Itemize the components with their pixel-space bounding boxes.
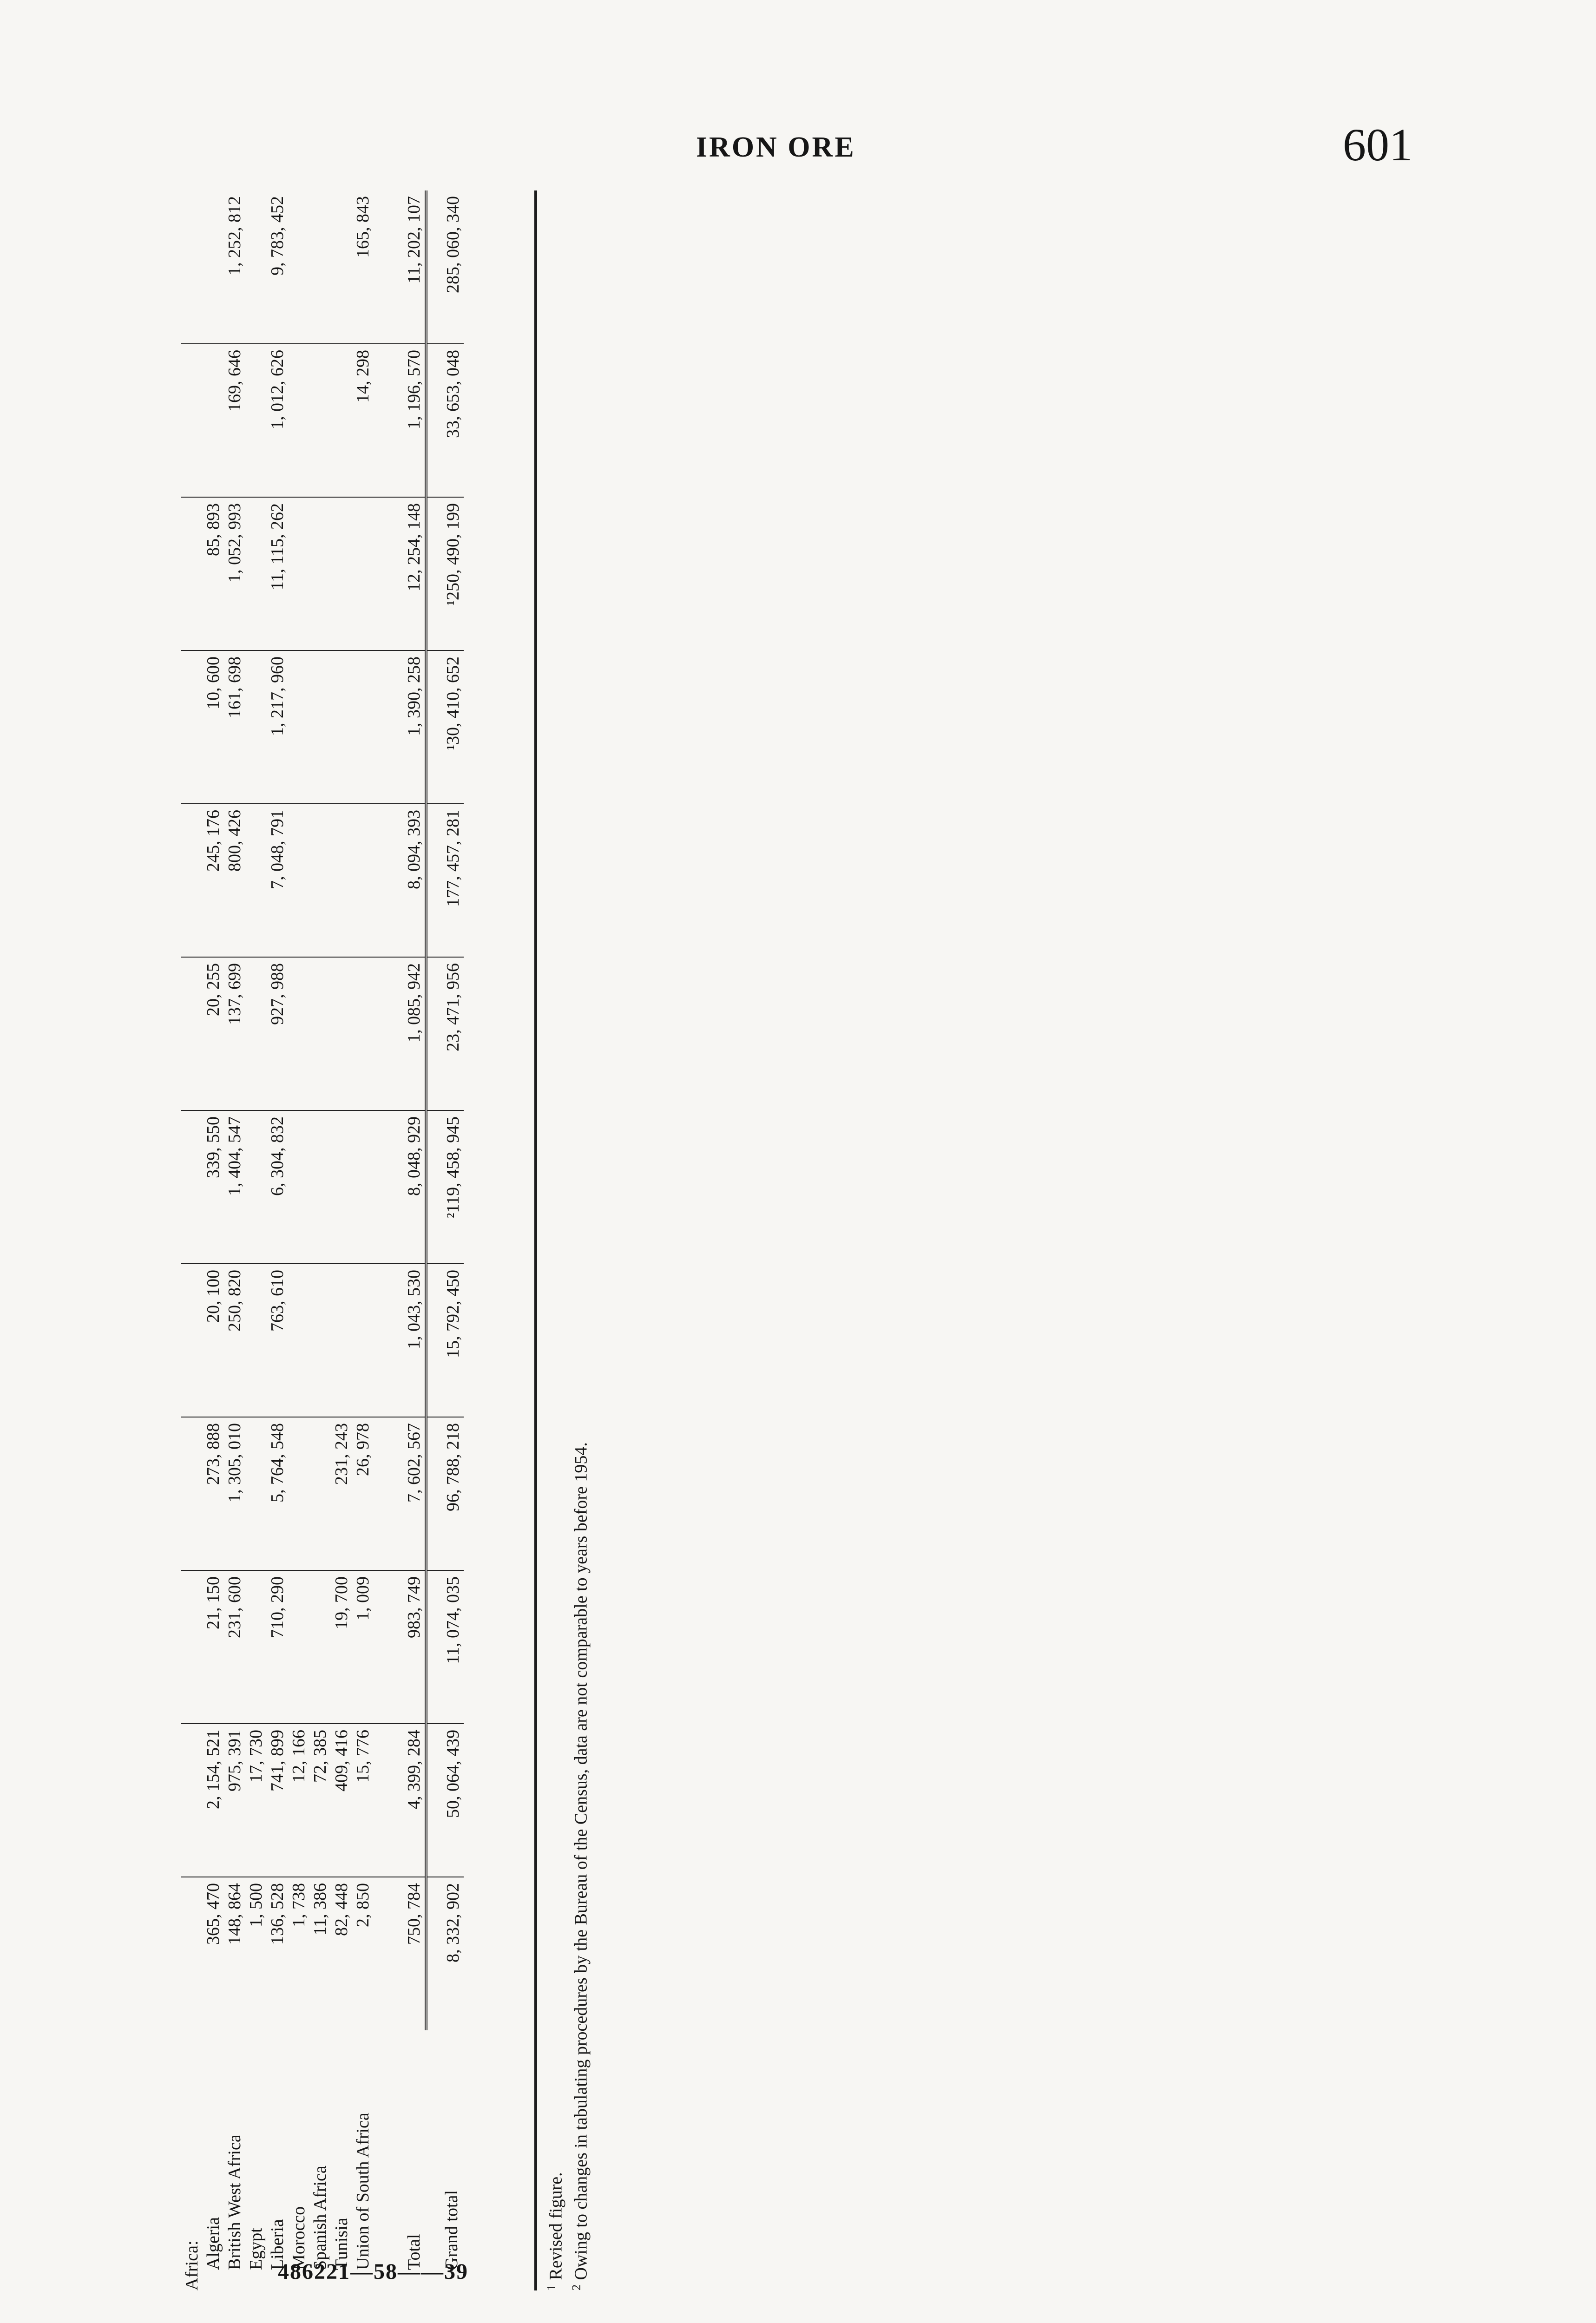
value-column	[181, 344, 374, 497]
table-cell: 11, 386	[310, 1883, 330, 1936]
value-column	[181, 1110, 374, 1264]
table-cell: 20, 100	[204, 1270, 223, 1323]
table-cell: 250, 820	[225, 1270, 244, 1332]
footnote-1: $^1$ Revised figure.	[545, 2172, 566, 2290]
table-cell: 231, 243	[332, 1423, 351, 1485]
table-cell	[288, 350, 309, 491]
value-column	[181, 190, 374, 344]
table-cell	[245, 810, 267, 951]
table-cell	[331, 350, 352, 491]
table-cell	[352, 1270, 374, 1411]
table-cell	[331, 196, 352, 338]
table-cell: 365, 470	[204, 1883, 223, 1945]
grand-total-row-cell: 96, 788, 218	[426, 1417, 464, 1570]
table-cell: 710, 290	[268, 1576, 287, 1638]
total-row-cell: 11, 202, 107	[404, 196, 424, 284]
grand-total-row-cell: 11, 074, 035	[426, 1570, 464, 1724]
table-cell	[309, 196, 331, 338]
country-label: Algeria	[204, 2217, 223, 2270]
table-cell	[245, 196, 267, 338]
grand-total-row-cell: 285, 060, 340	[426, 190, 464, 344]
table-cell	[288, 1423, 309, 1564]
table-cell: 741, 899	[268, 1730, 287, 1791]
table-cell: 1, 252, 812	[225, 196, 244, 276]
table-cell: 1, 500	[246, 1883, 266, 1927]
table-cell: 800, 426	[225, 810, 244, 872]
table-cell: 17, 730	[246, 1730, 266, 1783]
table-cell: 20, 255	[204, 963, 223, 1016]
grand-total-row-cell: 15, 792, 450	[426, 1264, 464, 1417]
table-cell: 21, 150	[204, 1576, 223, 1629]
table-cell: 19, 700	[332, 1576, 351, 1629]
table-cell	[309, 1423, 331, 1564]
grand-total-row-cell: 23, 471, 956	[426, 957, 464, 1110]
country-label: Tunisia	[332, 2218, 351, 2270]
grand-total-row-cell: 8, 332, 902	[426, 1877, 464, 2030]
table-cell	[288, 1116, 309, 1258]
table-cell	[331, 503, 352, 644]
table-cell: 82, 448	[332, 1883, 351, 1936]
table-cell	[288, 656, 309, 798]
grand-total-row-cell: ²119, 458, 945	[426, 1110, 464, 1264]
table-cell	[203, 196, 224, 338]
table-cell	[288, 196, 309, 338]
value-column	[181, 1877, 374, 2030]
grand-total-row-cell: ¹30, 410, 652	[426, 650, 464, 804]
table-cell: 2, 154, 521	[204, 1730, 223, 1809]
table-cell: 975, 391	[225, 1730, 244, 1791]
printer-job-code: 486221—58——39	[278, 2259, 468, 2284]
value-column	[181, 1417, 374, 1570]
table-cell	[245, 1116, 267, 1258]
grand-total-row-cell: 177, 457, 281	[426, 804, 464, 957]
table-cell	[352, 1116, 374, 1258]
table-cell	[245, 1270, 267, 1411]
table-cell: 169, 646	[225, 350, 244, 412]
table-cell: 1, 052, 993	[225, 503, 244, 583]
table-cell: 5, 764, 548	[268, 1423, 287, 1503]
table-cell: 1, 217, 960	[268, 656, 287, 736]
table-cell	[352, 656, 374, 798]
grand-total-row-cell: 33, 653, 048	[426, 344, 464, 497]
country-label: British West Africa	[225, 2134, 244, 2270]
table-cell: 1, 009	[353, 1576, 373, 1621]
table-cell: 161, 698	[225, 656, 244, 718]
table-cell	[203, 350, 224, 491]
table-cell: 6, 304, 832	[268, 1116, 287, 1196]
value-column	[181, 650, 374, 804]
total-row-cell: 12, 254, 148	[374, 497, 426, 650]
value-column	[181, 1264, 374, 1417]
table-cell	[288, 810, 309, 951]
total-row-cell: 1, 043, 530	[374, 1264, 426, 1417]
country-label: Morocco	[289, 2206, 309, 2270]
table-cell: 136, 528	[268, 1883, 287, 1945]
footnote-2: $^2$ Owing to changes in tabulating procedures by the Bureau of the Census, data are not comparable to years before 1954.	[569, 1442, 591, 2290]
value-column	[181, 957, 374, 1110]
table-cell	[331, 1116, 352, 1258]
rotated-table-block	[181, 190, 591, 2290]
table-cell	[288, 1576, 309, 1718]
total-row-cell: 8, 048, 929	[374, 1110, 426, 1264]
row-labels	[181, 2030, 374, 2290]
table-cell	[352, 810, 374, 951]
table-cell	[245, 1576, 267, 1718]
table-cell	[288, 503, 309, 644]
table-cell: 1, 012, 626	[268, 350, 287, 429]
table-cell	[288, 1270, 309, 1411]
country-label: Spanish Africa	[310, 2166, 330, 2270]
total-row-cell: 1, 085, 942	[374, 957, 426, 1110]
table-cell: 15, 776	[353, 1730, 373, 1783]
table-cell	[245, 963, 267, 1104]
value-column	[181, 804, 374, 957]
table-cell	[309, 656, 331, 798]
table-cell	[288, 963, 309, 1104]
table-cell	[309, 1116, 331, 1258]
table-cell: 1, 404, 547	[225, 1116, 244, 1196]
value-column	[181, 1570, 374, 1724]
table-cell: 85, 893	[204, 503, 223, 556]
iron-ore-imports-table	[181, 190, 464, 2290]
table-row-africa	[181, 190, 374, 2290]
table-cell: 1, 305, 010	[225, 1423, 244, 1503]
value-column	[181, 1724, 374, 1877]
country-label: Egypt	[246, 2228, 266, 2270]
page-number: 601	[1343, 119, 1412, 171]
footnotes	[541, 190, 591, 2290]
total-row-cell: 1, 390, 258	[374, 650, 426, 804]
country-label: Liberia	[268, 2219, 287, 2270]
table-cell: 2, 850	[353, 1883, 373, 1927]
table-cell	[331, 656, 352, 798]
grand-total-row-cell: 50, 064, 439	[426, 1724, 464, 1877]
table-cell: 148, 864	[225, 1883, 244, 1945]
table-cell: 7, 048, 791	[268, 810, 287, 889]
grand-total-row-cell: ¹250, 490, 199	[426, 497, 464, 650]
table-bottom-rule	[534, 190, 537, 2290]
table-cell	[352, 963, 374, 1104]
table-cell: 1, 738	[289, 1883, 309, 1927]
table-cell	[245, 350, 267, 491]
table-cell	[309, 1576, 331, 1718]
total-row-cell: 1, 196, 570	[374, 344, 426, 497]
table-cell: 927, 988	[268, 963, 287, 1025]
table-cell: 10, 600	[204, 656, 223, 709]
total-row-label: Total	[404, 2234, 424, 2270]
table-cell: 9, 783, 452	[268, 196, 287, 276]
grand-total-row	[426, 190, 464, 2290]
total-row-cell: 4, 399, 284	[374, 1724, 426, 1877]
table-cell: 12, 166	[289, 1730, 309, 1783]
table-cell: 763, 610	[268, 1270, 287, 1332]
table-cell: 11, 115, 262	[268, 503, 287, 591]
table-cell	[245, 503, 267, 644]
table-cell: 137, 699	[225, 963, 244, 1025]
total-row	[374, 190, 426, 2290]
table-cell: 245, 176	[204, 810, 223, 872]
table-cell	[352, 503, 374, 644]
total-row-cell: 8, 094, 393	[374, 804, 426, 957]
table-cell	[331, 963, 352, 1104]
table-cell	[309, 810, 331, 951]
table-cell: 409, 416	[332, 1730, 351, 1791]
value-column	[181, 497, 374, 650]
table-cell: 231, 600	[225, 1576, 244, 1638]
country-label: Union of South Africa	[353, 2113, 373, 2270]
table-cell	[309, 963, 331, 1104]
table-cell	[331, 1270, 352, 1411]
table-cell	[245, 656, 267, 798]
total-row-cell: 7, 602, 567	[374, 1417, 426, 1570]
table-cell: 273, 888	[204, 1423, 223, 1485]
table-cell: 165, 843	[353, 196, 373, 258]
total-row-cell: 983, 749	[374, 1570, 426, 1724]
grand-total-row-label: Grand total	[442, 2190, 461, 2270]
table-cell: 26, 978	[353, 1423, 373, 1476]
table-cell	[309, 350, 331, 491]
table-cell	[245, 1423, 267, 1564]
table-cell	[309, 1270, 331, 1411]
group-label: Africa:	[182, 2240, 202, 2290]
total-row-cell: 750, 784	[374, 1877, 426, 2030]
table-cell	[309, 503, 331, 644]
running-head: IRON ORE	[696, 131, 856, 163]
table-cell: 339, 550	[204, 1116, 223, 1178]
table-cell: 72, 385	[310, 1730, 330, 1783]
table-cell: 14, 298	[353, 350, 373, 403]
table-cell	[331, 810, 352, 951]
